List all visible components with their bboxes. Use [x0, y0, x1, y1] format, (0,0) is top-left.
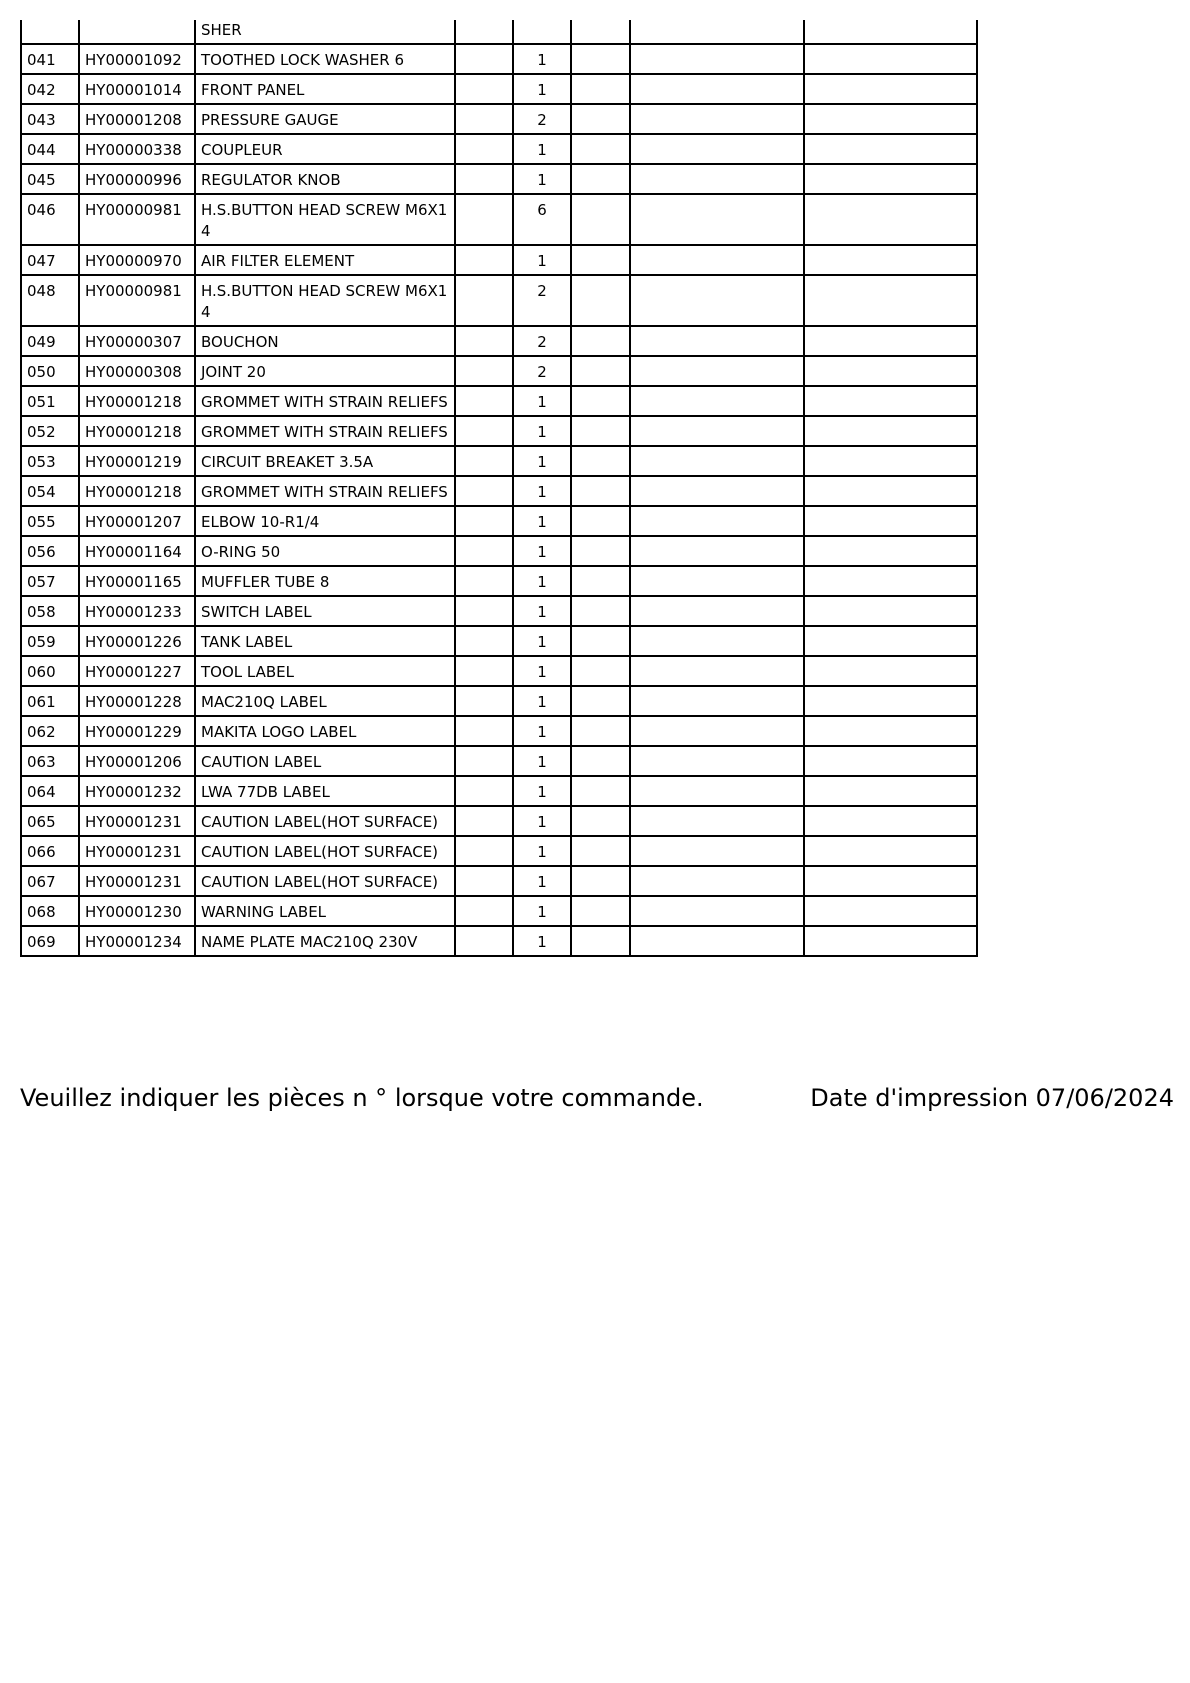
cell-ref: HY00001164 — [79, 536, 195, 566]
cell-no: 045 — [21, 164, 79, 194]
cell-ref: HY00001208 — [79, 104, 195, 134]
table-row — [21, 746, 977, 776]
cell-desc: JOINT 20 — [195, 356, 455, 386]
cell-empty — [571, 836, 630, 866]
cell-empty — [804, 134, 977, 164]
cell-qty: 1 — [513, 776, 571, 806]
cell-empty — [455, 44, 513, 74]
cell-ref: HY00001234 — [79, 926, 195, 956]
cell-empty — [630, 896, 804, 926]
cell-no: 046 — [21, 194, 79, 245]
cell-empty — [630, 74, 804, 104]
cell-qty: 1 — [513, 245, 571, 275]
cell-qty — [513, 20, 571, 44]
cell-ref: HY00000970 — [79, 245, 195, 275]
cell-qty: 2 — [513, 356, 571, 386]
cell-empty — [455, 446, 513, 476]
cell-empty — [455, 596, 513, 626]
cell-empty — [455, 566, 513, 596]
cell-qty: 1 — [513, 386, 571, 416]
table-row — [21, 896, 977, 926]
cell-empty — [630, 476, 804, 506]
cell-empty — [571, 716, 630, 746]
cell-empty — [571, 194, 630, 245]
cell-empty — [804, 746, 977, 776]
cell-desc: COUPLEUR — [195, 134, 455, 164]
parts-table-body — [21, 20, 977, 956]
table-row — [21, 776, 977, 806]
cell-empty — [630, 134, 804, 164]
table-row — [21, 716, 977, 746]
cell-empty — [804, 44, 977, 74]
table-row — [21, 536, 977, 566]
cell-empty — [571, 686, 630, 716]
cell-empty — [455, 20, 513, 44]
cell-no: 048 — [21, 275, 79, 326]
cell-ref: HY00001218 — [79, 416, 195, 446]
cell-empty — [571, 356, 630, 386]
table-row — [21, 836, 977, 866]
cell-empty — [455, 686, 513, 716]
cell-empty — [571, 446, 630, 476]
cell-ref: HY00001229 — [79, 716, 195, 746]
cell-empty — [804, 776, 977, 806]
cell-empty — [571, 626, 630, 656]
cell-empty — [804, 386, 977, 416]
cell-desc: SHER — [195, 20, 455, 44]
table-row — [21, 386, 977, 416]
cell-no: 042 — [21, 74, 79, 104]
cell-desc: TOOL LABEL — [195, 656, 455, 686]
cell-empty — [804, 416, 977, 446]
table-row — [21, 275, 977, 326]
cell-qty: 1 — [513, 806, 571, 836]
cell-desc: CAUTION LABEL(HOT SURFACE) — [195, 806, 455, 836]
cell-ref: HY00001232 — [79, 776, 195, 806]
cell-desc: NAME PLATE MAC210Q 230V — [195, 926, 455, 956]
cell-empty — [804, 656, 977, 686]
cell-empty — [630, 686, 804, 716]
cell-no: 065 — [21, 806, 79, 836]
cell-empty — [571, 104, 630, 134]
cell-ref: HY00000996 — [79, 164, 195, 194]
cell-empty — [804, 446, 977, 476]
table-row — [21, 416, 977, 446]
cell-ref: HY00001218 — [79, 386, 195, 416]
cell-ref: HY00001218 — [79, 476, 195, 506]
cell-qty: 2 — [513, 275, 571, 326]
cell-no: 052 — [21, 416, 79, 446]
cell-desc: CIRCUIT BREAKET 3.5A — [195, 446, 455, 476]
cell-empty — [804, 245, 977, 275]
cell-empty — [571, 776, 630, 806]
cell-no: 059 — [21, 626, 79, 656]
cell-empty — [630, 44, 804, 74]
table-row — [21, 356, 977, 386]
cell-ref: HY00001230 — [79, 896, 195, 926]
cell-desc: TOOTHED LOCK WASHER 6 — [195, 44, 455, 74]
cell-empty — [804, 866, 977, 896]
cell-empty — [630, 566, 804, 596]
cell-desc: H.S.BUTTON HEAD SCREW M6X14 — [195, 275, 455, 326]
cell-ref: HY00001014 — [79, 74, 195, 104]
cell-empty — [630, 104, 804, 134]
cell-ref — [79, 20, 195, 44]
cell-qty: 6 — [513, 194, 571, 245]
cell-ref: HY00001231 — [79, 806, 195, 836]
cell-desc: GROMMET WITH STRAIN RELIEFS — [195, 476, 455, 506]
cell-empty — [804, 74, 977, 104]
cell-empty — [630, 506, 804, 536]
cell-desc: GROMMET WITH STRAIN RELIEFS — [195, 416, 455, 446]
cell-empty — [455, 926, 513, 956]
cell-no — [21, 20, 79, 44]
cell-empty — [455, 416, 513, 446]
cell-empty — [630, 386, 804, 416]
cell-desc: O-RING 50 — [195, 536, 455, 566]
cell-empty — [630, 446, 804, 476]
cell-empty — [455, 896, 513, 926]
table-row — [21, 194, 977, 245]
cell-no: 063 — [21, 746, 79, 776]
cell-ref: HY00001207 — [79, 506, 195, 536]
cell-empty — [804, 626, 977, 656]
cell-empty — [630, 776, 804, 806]
cell-desc: H.S.BUTTON HEAD SCREW M6X14 — [195, 194, 455, 245]
cell-desc: ELBOW 10-R1/4 — [195, 506, 455, 536]
cell-empty — [455, 716, 513, 746]
cell-qty: 1 — [513, 746, 571, 776]
cell-no: 055 — [21, 506, 79, 536]
cell-empty — [455, 836, 513, 866]
cell-qty: 1 — [513, 596, 571, 626]
cell-no: 058 — [21, 596, 79, 626]
cell-empty — [455, 746, 513, 776]
cell-ref: HY00001219 — [79, 446, 195, 476]
table-row — [21, 686, 977, 716]
table-row — [21, 476, 977, 506]
cell-empty — [630, 626, 804, 656]
cell-no: 061 — [21, 686, 79, 716]
cell-qty: 1 — [513, 446, 571, 476]
cell-empty — [630, 836, 804, 866]
cell-ref: HY00001228 — [79, 686, 195, 716]
cell-empty — [455, 194, 513, 245]
cell-desc: MUFFLER TUBE 8 — [195, 566, 455, 596]
cell-ref: HY00001231 — [79, 866, 195, 896]
table-row — [21, 806, 977, 836]
cell-empty — [571, 566, 630, 596]
cell-empty — [455, 656, 513, 686]
cell-no: 064 — [21, 776, 79, 806]
cell-empty — [804, 476, 977, 506]
cell-empty — [571, 746, 630, 776]
cell-empty — [571, 806, 630, 836]
table-row — [21, 326, 977, 356]
cell-ref: HY00001165 — [79, 566, 195, 596]
parts-table — [20, 20, 978, 957]
cell-no: 041 — [21, 44, 79, 74]
cell-empty — [571, 20, 630, 44]
cell-empty — [571, 245, 630, 275]
cell-desc: MAKITA LOGO LABEL — [195, 716, 455, 746]
cell-empty — [630, 866, 804, 896]
cell-empty — [630, 194, 804, 245]
table-row — [21, 566, 977, 596]
table-row — [21, 926, 977, 956]
table-row — [21, 44, 977, 74]
cell-empty — [630, 356, 804, 386]
cell-qty: 1 — [513, 626, 571, 656]
cell-no: 068 — [21, 896, 79, 926]
cell-empty — [455, 245, 513, 275]
cell-empty — [571, 134, 630, 164]
cell-ref: HY00001231 — [79, 836, 195, 866]
print-date: Date d'impression 07/06/2024 — [810, 1084, 1174, 1112]
cell-empty — [804, 686, 977, 716]
cell-ref: HY00000338 — [79, 134, 195, 164]
cell-desc: CAUTION LABEL — [195, 746, 455, 776]
cell-empty — [630, 716, 804, 746]
cell-empty — [630, 746, 804, 776]
table-row — [21, 596, 977, 626]
cell-empty — [804, 506, 977, 536]
cell-empty — [571, 326, 630, 356]
cell-ref: HY00001226 — [79, 626, 195, 656]
cell-empty — [630, 536, 804, 566]
cell-ref: HY00001092 — [79, 44, 195, 74]
cell-empty — [804, 164, 977, 194]
cell-empty — [455, 275, 513, 326]
order-note: Veuillez indiquer les pièces n ° lorsque votre commande. — [20, 1084, 704, 1112]
cell-ref: HY00000981 — [79, 275, 195, 326]
cell-no: 066 — [21, 836, 79, 866]
cell-qty: 1 — [513, 476, 571, 506]
cell-no: 060 — [21, 656, 79, 686]
cell-no: 050 — [21, 356, 79, 386]
cell-empty — [455, 164, 513, 194]
table-row — [21, 866, 977, 896]
cell-empty — [804, 536, 977, 566]
cell-empty — [455, 386, 513, 416]
cell-empty — [455, 626, 513, 656]
cell-no: 057 — [21, 566, 79, 596]
table-row — [21, 446, 977, 476]
cell-qty: 1 — [513, 506, 571, 536]
cell-ref: HY00001233 — [79, 596, 195, 626]
cell-empty — [804, 896, 977, 926]
cell-no: 044 — [21, 134, 79, 164]
cell-qty: 1 — [513, 836, 571, 866]
cell-empty — [455, 476, 513, 506]
cell-desc: CAUTION LABEL(HOT SURFACE) — [195, 836, 455, 866]
cell-empty — [571, 536, 630, 566]
cell-no: 047 — [21, 245, 79, 275]
cell-empty — [804, 836, 977, 866]
cell-ref: HY00000981 — [79, 194, 195, 245]
cell-qty: 1 — [513, 896, 571, 926]
cell-empty — [630, 245, 804, 275]
cell-empty — [804, 194, 977, 245]
cell-ref: HY00000308 — [79, 356, 195, 386]
cell-empty — [455, 356, 513, 386]
cell-no: 049 — [21, 326, 79, 356]
cell-empty — [571, 596, 630, 626]
cell-empty — [630, 806, 804, 836]
cell-qty: 1 — [513, 164, 571, 194]
cell-empty — [571, 926, 630, 956]
cell-desc: TANK LABEL — [195, 626, 455, 656]
cell-desc: CAUTION LABEL(HOT SURFACE) — [195, 866, 455, 896]
cell-empty — [571, 866, 630, 896]
table-row — [21, 164, 977, 194]
cell-empty — [630, 20, 804, 44]
cell-empty — [455, 536, 513, 566]
cell-empty — [630, 926, 804, 956]
cell-empty — [455, 806, 513, 836]
cell-qty: 1 — [513, 74, 571, 104]
cell-desc: AIR FILTER ELEMENT — [195, 245, 455, 275]
cell-no: 067 — [21, 866, 79, 896]
cell-qty: 1 — [513, 536, 571, 566]
cell-empty — [804, 275, 977, 326]
cell-empty — [455, 506, 513, 536]
cell-empty — [571, 164, 630, 194]
cell-empty — [804, 566, 977, 596]
cell-ref: HY00001227 — [79, 656, 195, 686]
table-row — [21, 506, 977, 536]
cell-empty — [571, 506, 630, 536]
cell-empty — [571, 386, 630, 416]
cell-empty — [455, 134, 513, 164]
cell-no: 069 — [21, 926, 79, 956]
cell-empty — [630, 164, 804, 194]
cell-desc: LWA 77DB LABEL — [195, 776, 455, 806]
cell-qty: 1 — [513, 656, 571, 686]
cell-empty — [571, 416, 630, 446]
cell-desc: REGULATOR KNOB — [195, 164, 455, 194]
cell-no: 062 — [21, 716, 79, 746]
table-row — [21, 245, 977, 275]
cell-desc: MAC210Q LABEL — [195, 686, 455, 716]
cell-qty: 1 — [513, 716, 571, 746]
cell-qty: 1 — [513, 134, 571, 164]
cell-empty — [455, 326, 513, 356]
cell-qty: 1 — [513, 416, 571, 446]
table-row-continuation — [21, 20, 977, 44]
cell-empty — [630, 326, 804, 356]
cell-qty: 1 — [513, 566, 571, 596]
cell-empty — [571, 74, 630, 104]
cell-qty: 1 — [513, 44, 571, 74]
cell-qty: 1 — [513, 686, 571, 716]
cell-empty — [571, 275, 630, 326]
cell-empty — [455, 866, 513, 896]
cell-desc: BOUCHON — [195, 326, 455, 356]
cell-empty — [455, 776, 513, 806]
cell-empty — [804, 20, 977, 44]
cell-desc: PRESSURE GAUGE — [195, 104, 455, 134]
cell-empty — [630, 416, 804, 446]
cell-empty — [571, 476, 630, 506]
cell-no: 043 — [21, 104, 79, 134]
cell-desc: SWITCH LABEL — [195, 596, 455, 626]
cell-empty — [804, 926, 977, 956]
cell-ref: HY00000307 — [79, 326, 195, 356]
table-row — [21, 134, 977, 164]
table-row — [21, 74, 977, 104]
cell-empty — [571, 896, 630, 926]
cell-no: 051 — [21, 386, 79, 416]
cell-empty — [804, 806, 977, 836]
table-row — [21, 626, 977, 656]
cell-desc: FRONT PANEL — [195, 74, 455, 104]
cell-no: 056 — [21, 536, 79, 566]
cell-empty — [630, 596, 804, 626]
cell-qty: 2 — [513, 104, 571, 134]
table-row — [21, 104, 977, 134]
cell-empty — [571, 44, 630, 74]
cell-empty — [630, 656, 804, 686]
cell-empty — [630, 275, 804, 326]
cell-empty — [804, 596, 977, 626]
cell-qty: 1 — [513, 866, 571, 896]
cell-ref: HY00001206 — [79, 746, 195, 776]
cell-desc: WARNING LABEL — [195, 896, 455, 926]
cell-empty — [804, 356, 977, 386]
cell-no: 053 — [21, 446, 79, 476]
cell-empty — [804, 104, 977, 134]
cell-no: 054 — [21, 476, 79, 506]
cell-qty: 1 — [513, 926, 571, 956]
cell-empty — [804, 716, 977, 746]
cell-empty — [571, 656, 630, 686]
cell-empty — [455, 74, 513, 104]
cell-desc: GROMMET WITH STRAIN RELIEFS — [195, 386, 455, 416]
cell-empty — [455, 104, 513, 134]
cell-empty — [804, 326, 977, 356]
table-row — [21, 656, 977, 686]
cell-qty: 2 — [513, 326, 571, 356]
